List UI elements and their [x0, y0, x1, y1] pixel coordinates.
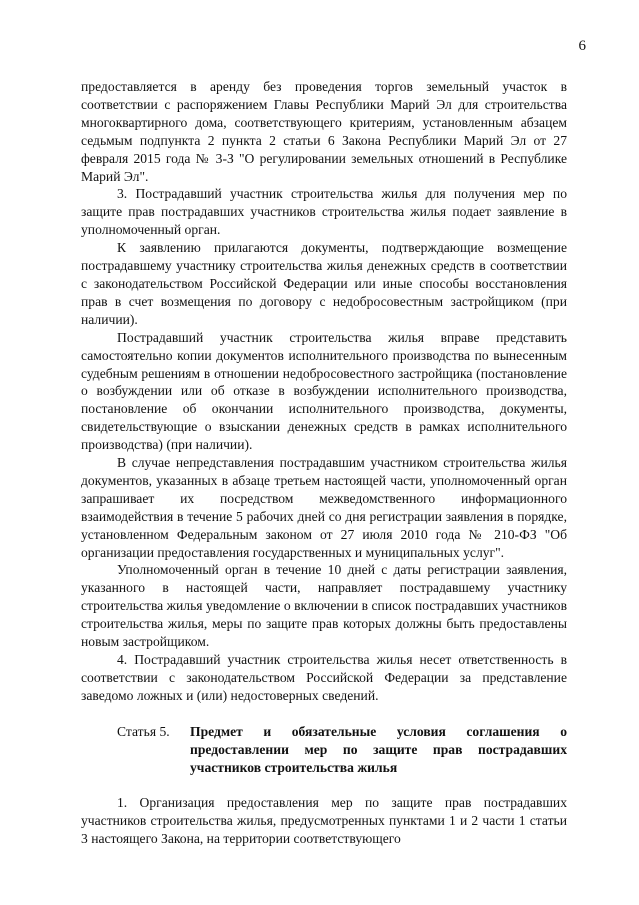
paragraph: предоставляется в аренду без проведения торгов земельный участок в соответствии с распоряжением Главы Республики Марий Эл для строительства многоквартирного дома, соответствующего критериям, установленным абзацем седьмым подпункта 2 пункта 2 статьи 6 Закона Республики Марий Эл от 27 февраля 2015 года № 3-З "О регулировании земельных отношений в Республике Марий Эл".	[81, 79, 567, 184]
paragraph: Уполномоченный орган в течение 10 дней с даты регистрации заявления, указанного в настоящей части, направляет пострадавшему участнику строительства жилья уведомление о включении в список пострадавших участников строительства жилья, меры по защите прав которых должны быть предоставлены новым застройщиком.	[81, 562, 567, 650]
article-body	[81, 794, 567, 848]
paragraph: 1. Организация предоставления мер по защите прав пострадавших участников строительства жилья, предусмотренных пунктами 1 и 2 части 1 статьи 3 настоящего Закона, на территории соответствующего	[81, 795, 567, 846]
article-title: Предмет и обязательные условия соглашения о предоставлении мер по защите прав пострадавших участников строительства жилья	[190, 724, 567, 775]
article-heading	[117, 723, 567, 777]
article-label: Статья 5.	[117, 724, 170, 739]
paragraph: 3. Пострадавший участник строительства жилья для получения мер по защите прав пострадавших участников строительства жилья подает заявление в уполномоченный орган.	[81, 186, 567, 238]
paragraph: 4. Пострадавший участник строительства жилья несет ответственность в соответствии с законодательством Российской Федерации за представление заведомо ложных и (или) недостоверных сведений.	[81, 652, 567, 703]
paragraph: К заявлению прилагаются документы, подтверждающие возмещение пострадавшему участнику строительства жилья денежных средств в соответствии с законодательством Российской Федерации или иные способы восстановления прав в счет возмещения по договору с недобросовестным застройщиком (при наличии).	[81, 240, 567, 327]
paragraph: В случае непредставления пострадавшим участником строительства жилья документов, указанных в абзаце третьем настоящей части, уполномоченный орган запрашивает их посредством межведомственного информационного взаимодействия в течение 5 рабочих дней со дня регистрации заявления в порядке, установленном Федеральным законом от 27 июля 2010 года № 210-ФЗ "Об организации предоставления государственных и муниципальных услуг".	[81, 455, 567, 560]
paragraph: Пострадавший участник строительства жилья вправе представить самостоятельно копии документов исполнительного производства по вынесенным судебным решениям в отношении недобросовестного застройщика (постановление о возбуждении или об отказе в возбуждении исполнительного производства, постановление об окончании исполнительного производства, документы, свидетельствующие о взыскании денежных средств в рамках исполнительного производства) (при наличии).	[81, 329, 567, 453]
page-number: 6	[578, 38, 586, 54]
document-body	[81, 78, 567, 705]
